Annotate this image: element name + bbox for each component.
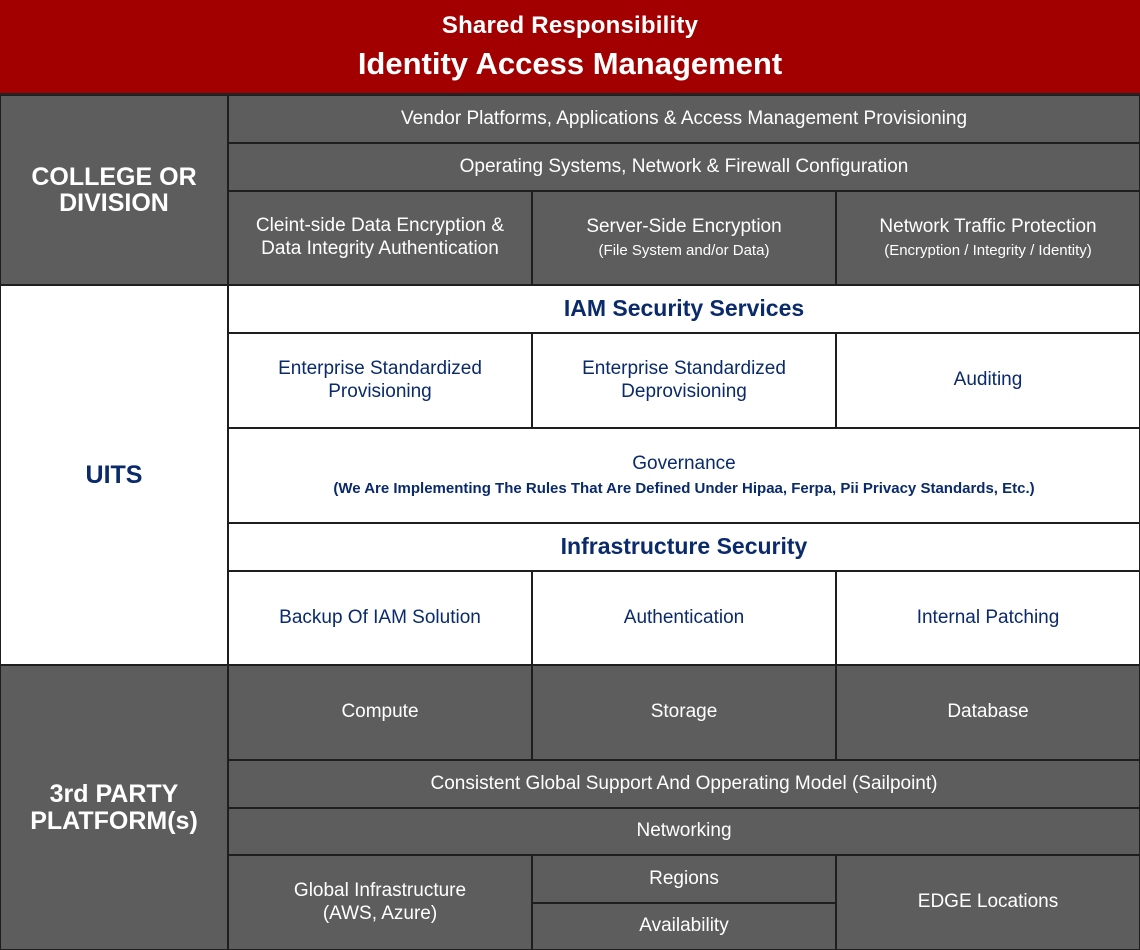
third-party-cell-availability (532, 903, 836, 950)
college-row-operating-systems (228, 143, 1140, 191)
header-title: Identity Access Management (357, 46, 783, 81)
infra-cell-authentication (532, 571, 836, 665)
third-party-row-text: Consistent Global Support And Opperating Model (Sailpoint) (430, 772, 938, 794)
iam-title-text: IAM Security Services (563, 295, 805, 322)
infra-title-text: Infrastructure Security (560, 533, 808, 560)
third-party-label (0, 665, 228, 950)
college-cell-network-traffic (836, 191, 1140, 285)
third-party-row-support-model (228, 760, 1140, 808)
iam-cell-text: Enterprise Standardized Provisioning (278, 357, 482, 402)
header-subtitle: Shared Responsibility (441, 12, 699, 39)
third-party-text: 3rd PARTY PLATFORM(s) (30, 780, 198, 835)
infra-cell-text: Backup Of IAM Solution (279, 606, 481, 628)
iam-cell-provisioning (228, 333, 532, 428)
regions-text: Regions (649, 867, 719, 889)
infra-cell-backup (228, 571, 532, 665)
infra-cell-patching (836, 571, 1140, 665)
third-party-cell-storage (532, 665, 836, 760)
college-cell-title: Network Traffic Protection (879, 215, 1097, 237)
college-row-text: Operating Systems, Network & Firewall Configuration (459, 155, 909, 177)
availability-text: Availability (639, 915, 729, 937)
iam-cell-auditing (836, 333, 1140, 428)
college-cell-subtitle: (Encryption / Integrity / Identity) (884, 242, 1092, 260)
third-party-cell-database (836, 665, 1140, 760)
third-party-cell-text: Storage (650, 701, 718, 723)
college-division-text: COLLEGE OR DIVISION (31, 162, 197, 217)
third-party-cell-edge-locations (836, 855, 1140, 950)
uits-text: UITS (85, 460, 143, 489)
college-cell-title: Cleint-side Data Encryption & Data Integrity Authentication (255, 215, 505, 259)
infra-cell-text: Internal Patching (916, 606, 1060, 628)
third-party-cell-compute (228, 665, 532, 760)
college-row-vendor-platforms (228, 95, 1140, 143)
global-infra-text: Global Infrastructure (AWS, Azure) (293, 879, 467, 924)
iam-security-services-title (228, 285, 1140, 333)
governance-cell (228, 428, 1140, 523)
third-party-cell-text: Database (947, 701, 1029, 723)
governance-subtitle: (We Are Implementing The Rules That Are Defined Under Hipaa, Ferpa, Pii Privacy Standards, Etc.) (333, 479, 1035, 497)
third-party-row-text: Networking (636, 820, 732, 842)
infrastructure-security-title (228, 523, 1140, 571)
college-row-text: Vendor Platforms, Applications & Access Management Provisioning (400, 107, 968, 129)
iam-cell-deprovisioning (532, 333, 836, 428)
college-cell-subtitle: (File System and/or Data) (598, 242, 770, 260)
college-cell-server-encryption (532, 191, 836, 285)
college-division-label (0, 95, 228, 285)
third-party-row-networking (228, 808, 1140, 855)
infra-cell-text: Authentication (623, 606, 745, 628)
college-cell-title: Server-Side Encryption (586, 215, 782, 237)
diagram-header (0, 0, 1140, 95)
third-party-cell-text: Compute (341, 701, 419, 723)
college-cell-client-encryption (228, 191, 532, 285)
third-party-cell-global-infrastructure (228, 855, 532, 950)
edge-text: EDGE Locations (917, 891, 1059, 913)
iam-cell-text: Auditing (953, 369, 1023, 391)
governance-title: Governance (632, 453, 736, 475)
iam-cell-text: Enterprise Standardized Deprovisioning (582, 357, 786, 402)
uits-label (0, 285, 228, 665)
third-party-cell-regions (532, 855, 836, 903)
